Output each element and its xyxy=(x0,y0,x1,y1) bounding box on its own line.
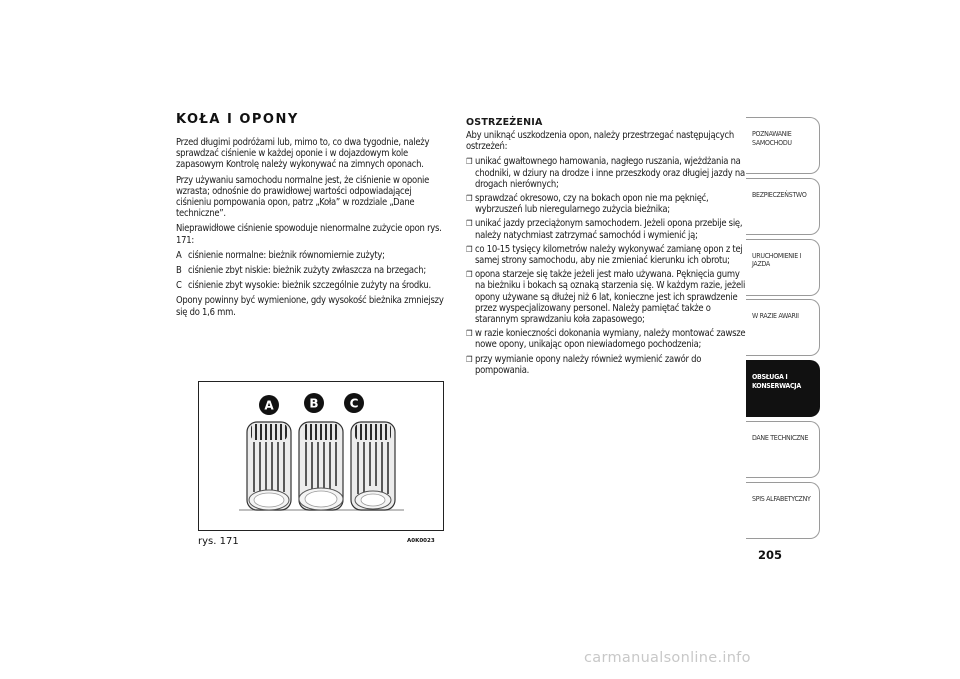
figure-caption: rys. 171 xyxy=(198,536,239,547)
tire-a-icon xyxy=(247,422,291,510)
list-item xyxy=(466,218,746,240)
watermark: carmanualsonline.info xyxy=(584,650,751,666)
warnings-heading: OSTRZEŻENIA xyxy=(466,117,543,128)
chapter-tabs xyxy=(746,117,820,543)
bullet-text: opona starzeje się także jeżeli jest mało używana. Pęknięcia gumy na bieżniku i bokach są oznaką starzenia się. W każdym razie, jeżeli opony używane są dłużej niż 6 lat, konieczne jest ich sprawdzenie przez wyspecjalizowany personel. Należy pamiętać także o starannym sprawdzaniu koła zapasowego; xyxy=(475,269,746,326)
bullet-text: w razie konieczności dokonania wymiany, należy montować zawsze nowe opony, unikając opon niewiadomego pochodzenia; xyxy=(475,328,746,351)
tab-dane-techniczne[interactable]: DANE TECHNICZNE xyxy=(746,421,820,478)
list-item xyxy=(176,280,448,291)
list-item xyxy=(466,328,746,350)
figure-code: A0K0023 xyxy=(407,538,435,544)
tab-obsluga-i-konserwacja[interactable]: OBSŁUGA I KONSERWACJA xyxy=(746,360,820,417)
list-item xyxy=(176,265,448,276)
list-item xyxy=(466,156,746,190)
list-item xyxy=(466,269,746,325)
checkbox-bullet-icon: ❒ xyxy=(466,219,473,229)
bullet-text: sprawdzać okresowo, czy na bokach opon nie ma pęknięć, wybrzuszeń lub nieregularnego zużycia bieżnika; xyxy=(475,193,709,216)
section-title: KOŁA I OPONY xyxy=(176,112,299,127)
page-number: 205 xyxy=(758,548,783,562)
item-text: ciśnienie zbyt wysokie: bieżnik szczególnie zużyty na środku. xyxy=(188,280,431,292)
list-item xyxy=(466,244,746,266)
bullet-text: unikać jazdy przeciążonym samochodem. Jeżeli opona przebije się, należy natychmiast zatrzymać samochód i wymienić ją; xyxy=(475,218,743,241)
tab-uruchomienie-i-jazda[interactable]: URUCHOMIENIE I JAZDA xyxy=(746,239,820,296)
right-column xyxy=(466,117,746,379)
label-b-badge xyxy=(304,393,324,413)
tire-b-icon xyxy=(299,422,343,510)
bullet-text: co 10-15 tysięcy kilometrów należy wykonywać zamianę opon z tej samej strony samochodu, aby nie zmieniać kierunku ich obrotu; xyxy=(475,243,743,267)
tire-c-icon xyxy=(351,422,395,510)
tab-spis-alfabetyczny[interactable]: SPIS ALFABETYCZNY xyxy=(746,482,820,539)
list-item xyxy=(466,193,746,215)
label-c-badge xyxy=(344,393,364,413)
item-label: B xyxy=(176,265,182,277)
tab-w-razie-awarii[interactable]: W RAZIE AWARII xyxy=(746,299,820,356)
label-a-badge xyxy=(259,395,279,415)
item-text: ciśnienie zbyt niskie: bieżnik zużyty zwłaszcza na brzegach; xyxy=(188,265,426,277)
paragraph-tread-depth: Opony powinny być wymienione, gdy wysokość bieżnika zmniejszy się do 1,6 mm. xyxy=(176,295,444,318)
paragraph-pressure-check: Przed długimi podróżami lub, mimo to, co dwa tygodnie, należy sprawdzać ciśnienie w każdej oponie i w dojazdowym kole zapasowym Kontrolę należy wykonywać na zimnych oponach. xyxy=(176,137,430,171)
list-item xyxy=(466,354,746,376)
left-column xyxy=(176,112,448,322)
item-label: A xyxy=(176,249,182,261)
bullet-text: unikać gwałtownego hamowania, nagłego ruszania, wjeżdżania na chodniki, w dziury na drodze i inne przeszkody oraz długiej jazdy na drogach nierównych; xyxy=(475,156,745,190)
item-text: ciśnienie normalne: bieżnik równomiernie zużyty; xyxy=(188,249,385,261)
warnings-intro: Aby uniknąć uszkodzenia opon, należy przestrzegać następujących ostrzeżeń: xyxy=(466,130,734,153)
checkbox-bullet-icon: ❒ xyxy=(466,329,473,339)
checkbox-bullet-icon: ❒ xyxy=(466,194,473,204)
svg-text:A: A xyxy=(264,398,274,413)
paragraph-wrong-pressure: Nieprawidłowe ciśnienie spowoduje nienormalne zużycie opon rys. 171: xyxy=(176,223,442,246)
bullet-text: przy wymianie opony należy również wymienić zawór do pompowania. xyxy=(475,353,702,376)
checkbox-bullet-icon: ❒ xyxy=(466,270,473,280)
svg-text:B: B xyxy=(309,396,319,411)
tab-bezpieczenstwo[interactable]: BEZPIECZEŃSTWO xyxy=(746,178,820,235)
checkbox-bullet-icon: ❒ xyxy=(466,157,473,167)
paragraph-pressure-rise: Przy używaniu samochodu normalne jest, że ciśnienie w oponie wzrasta; odnośnie do prawidłowej wartości odpowiadającej ciśnieniu pompowania opon, patrz „Koła” w rozdziale „Dane techniczne”. xyxy=(176,174,430,220)
tire-wear-figure xyxy=(198,381,444,531)
tire-wear-illustration xyxy=(199,382,443,530)
checkbox-bullet-icon: ❒ xyxy=(466,354,473,364)
item-label: C xyxy=(176,280,182,292)
svg-text:C: C xyxy=(349,396,359,411)
list-item xyxy=(176,250,448,261)
checkbox-bullet-icon: ❒ xyxy=(466,244,473,254)
tab-poznawanie-samochodu[interactable]: POZNAWANIE SAMOCHODU xyxy=(746,117,820,174)
